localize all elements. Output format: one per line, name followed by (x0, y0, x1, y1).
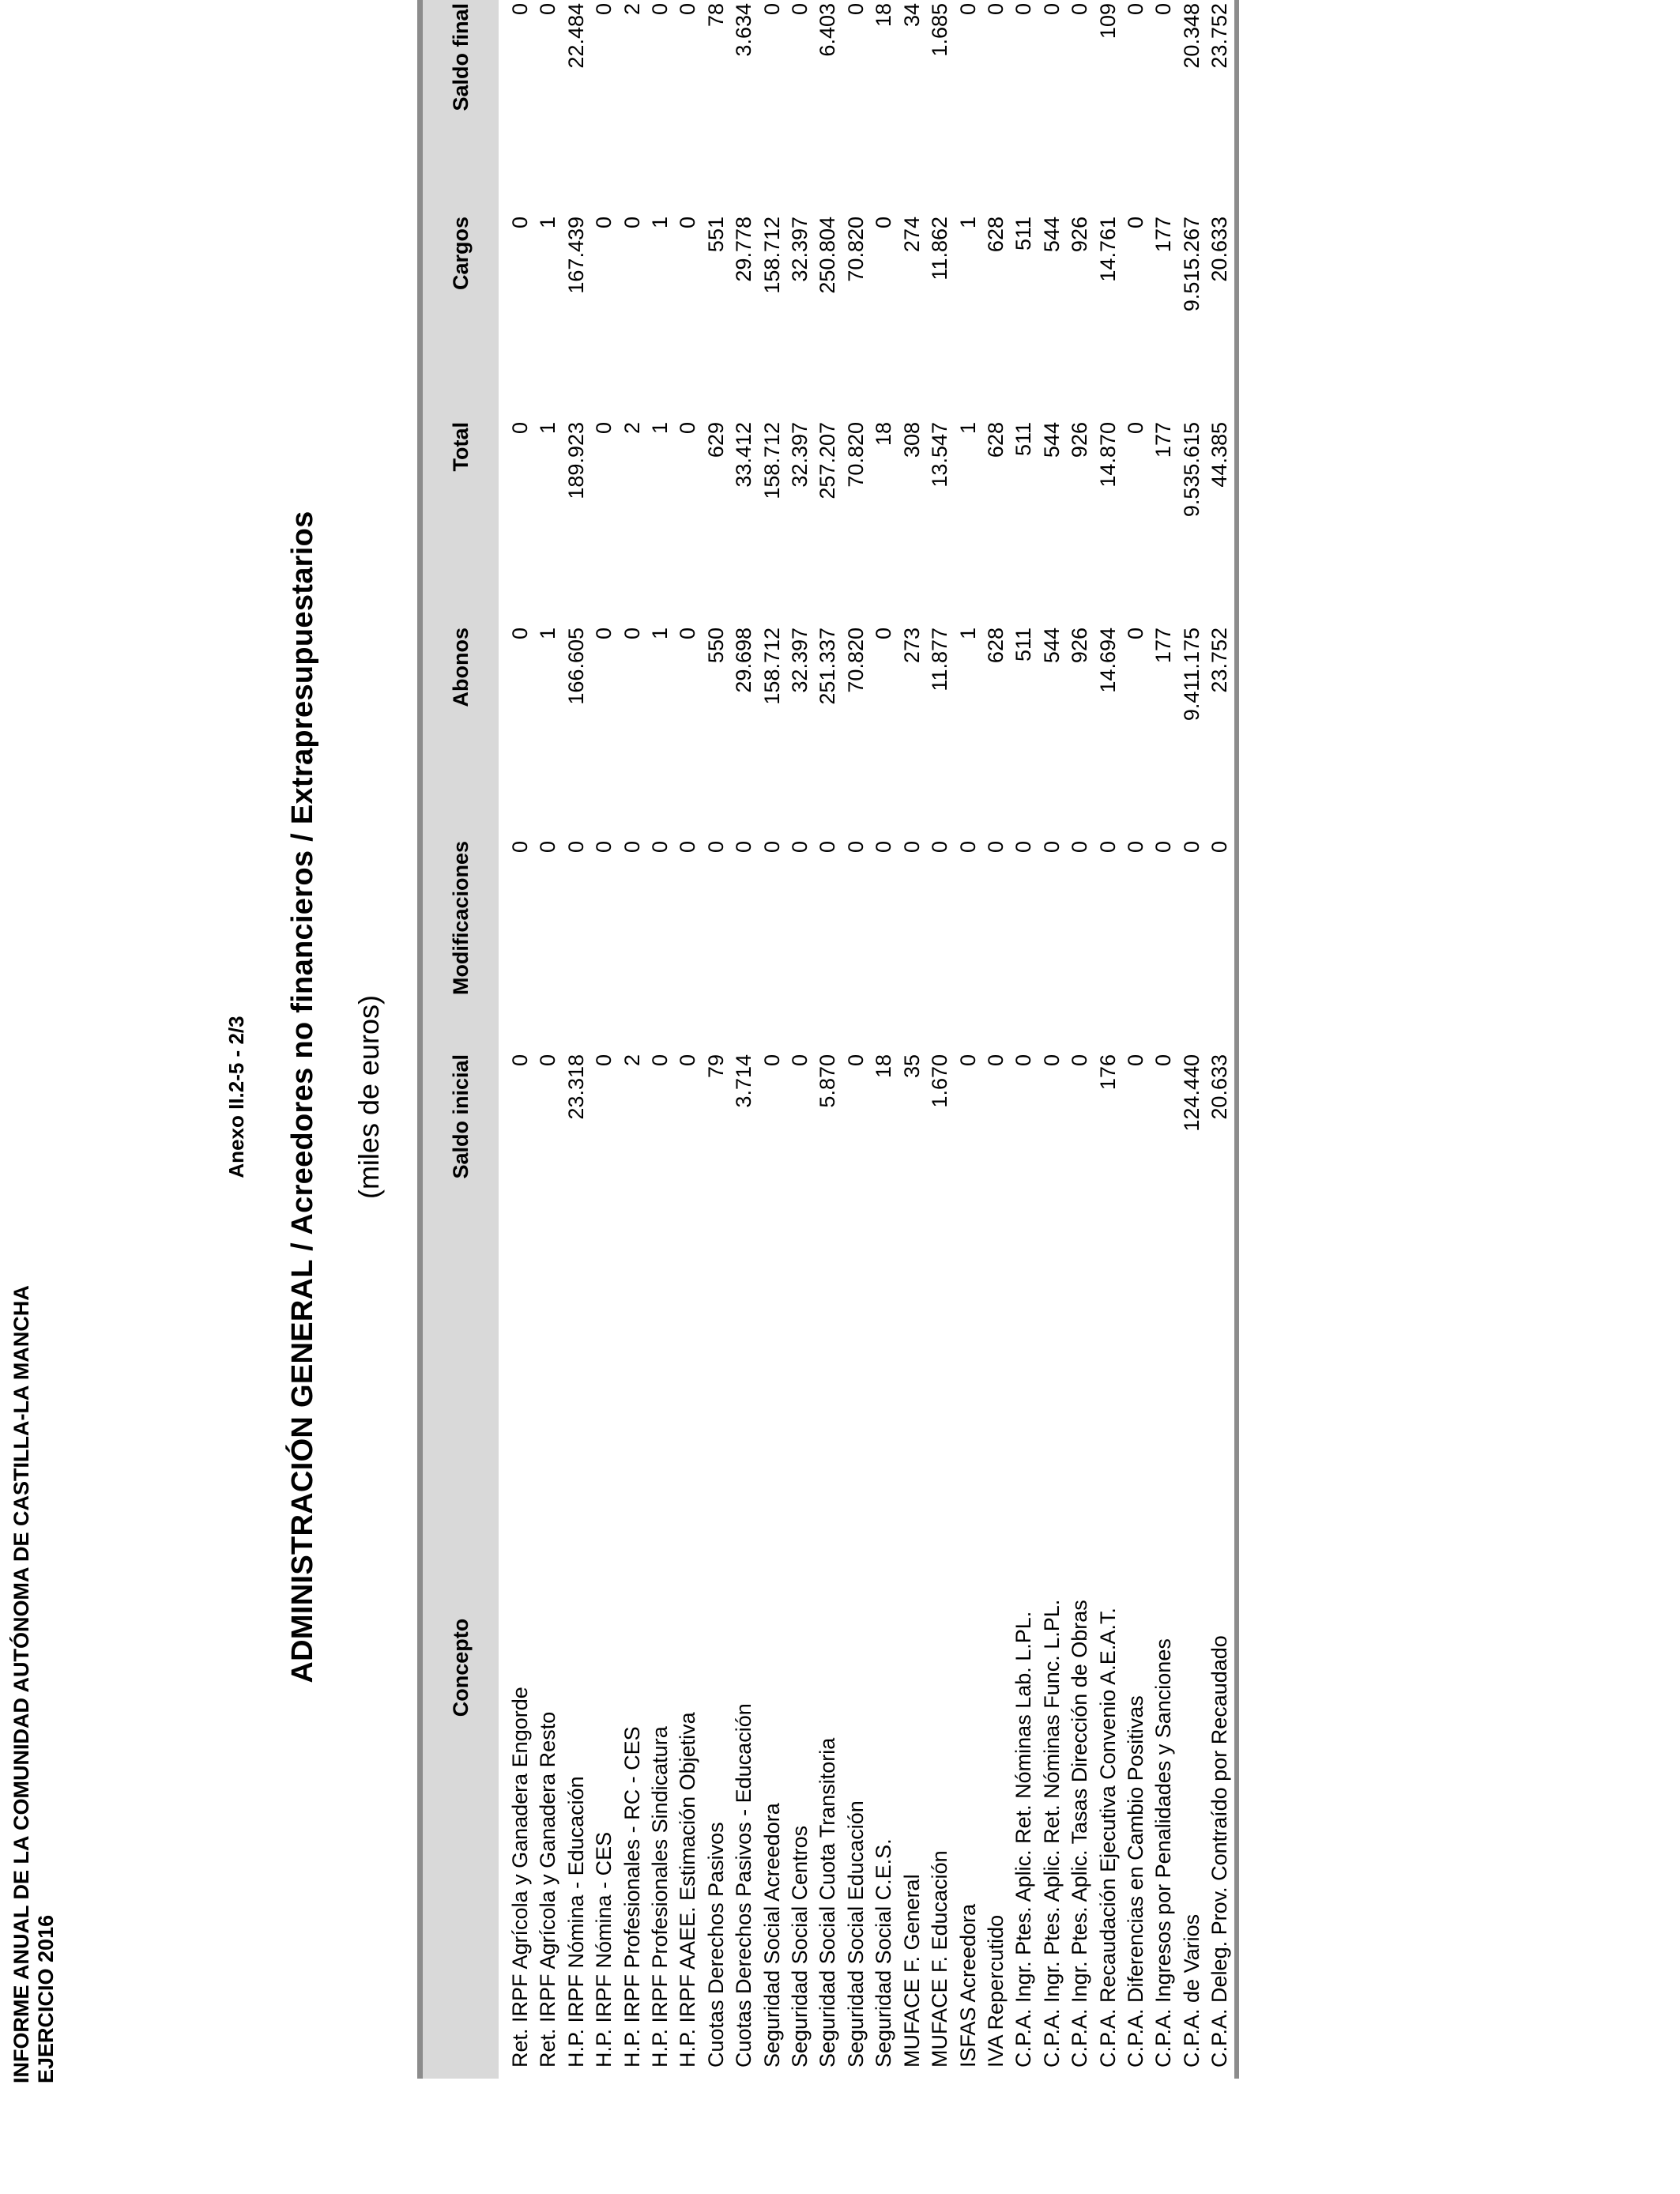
cell-saldo-final: 6.403 (816, 3, 840, 57)
cell-saldo-final: 3.634 (732, 3, 756, 57)
cell-concepto: Seguridad Social Educación (843, 1800, 868, 2068)
cell-abonos: 0 (508, 628, 532, 640)
cell-cargos: 274 (899, 217, 924, 253)
cell-cargos: 511 (1011, 217, 1036, 251)
report-header-year: EJERCICIO 2016 (34, 1914, 58, 2083)
cell-saldo-final: 0 (1123, 3, 1147, 16)
cell-modificaciones: 0 (788, 841, 812, 854)
cell-saldo-inicial: 176 (1095, 1054, 1120, 1091)
cell-concepto: C.P.A. Ingr. Ptes. Aplic. Tasas Dirección de Obras (1068, 1600, 1092, 2068)
cell-modificaciones: 0 (955, 841, 980, 854)
cell-saldo-final: 0 (1068, 3, 1092, 16)
cell-cargos: 1 (536, 217, 560, 229)
cell-cargos: 11.862 (928, 217, 952, 281)
cell-modificaciones: 0 (732, 841, 756, 854)
cell-saldo-inicial: 1.670 (928, 1054, 952, 1108)
cell-saldo-inicial: 0 (1011, 1054, 1036, 1067)
cell-abonos: 926 (1068, 628, 1092, 664)
cell-concepto: C.P.A. Ingr. Ptes. Aplic. Ret. Nóminas Lab. L.PL. (1011, 1611, 1036, 2068)
cell-modificaciones: 0 (536, 841, 560, 854)
cell-saldo-inicial: 0 (983, 1054, 1008, 1067)
table-row (926, 0, 954, 2079)
table-row (1038, 0, 1066, 2079)
cell-saldo-inicial: 0 (788, 1054, 812, 1067)
cell-saldo-inicial: 0 (1151, 1054, 1176, 1067)
cell-saldo-final: 0 (508, 3, 532, 16)
cell-abonos: 0 (620, 628, 644, 640)
cell-saldo-final: 0 (788, 3, 812, 16)
cell-total: 2 (620, 422, 644, 435)
cell-concepto: C.P.A. Diferencias en Cambio Positivas (1123, 1695, 1147, 2068)
cell-modificaciones: 0 (872, 841, 896, 854)
cell-concepto: C.P.A. Recaudación Ejecutiva Convenio A.E.A.T. (1095, 1608, 1120, 2068)
cell-abonos: 23.752 (1207, 628, 1232, 693)
table-row (674, 0, 702, 2079)
table-row (1066, 0, 1094, 2079)
cell-saldo-inicial: 0 (843, 1054, 868, 1067)
cell-modificaciones: 0 (676, 841, 700, 854)
table-header-row (423, 0, 499, 2079)
creditors-table (423, 0, 1234, 2079)
cell-concepto: Cuotas Derechos Pasivos (703, 1822, 728, 2068)
cell-saldo-final: 22.484 (563, 3, 588, 69)
cell-modificaciones: 0 (620, 841, 644, 854)
cell-saldo-final: 0 (955, 3, 980, 16)
cell-concepto: H.P. IRPF Profesionales - RC - CES (620, 1726, 644, 2068)
cell-total: 0 (508, 422, 532, 435)
cell-total: 189.923 (563, 422, 588, 499)
annex-label: Anexo II.2-5 - 2/3 (224, 1016, 248, 1178)
cell-concepto: C.P.A. de Varios (1179, 1913, 1203, 2068)
column-header-saldo-inicial: Saldo inicial (423, 1043, 499, 1257)
cell-concepto: H.P. IRPF Nómina - CES (592, 1831, 616, 2068)
cell-saldo-inicial: 79 (703, 1054, 728, 1079)
cell-total: 1 (955, 422, 980, 435)
table-row (1122, 0, 1150, 2079)
table-row (1094, 0, 1122, 2079)
cell-concepto: C.P.A. Ingr. Ptes. Aplic. Ret. Nóminas Func. L.PL. (1039, 1599, 1064, 2068)
cell-cargos: 70.820 (843, 217, 868, 282)
cell-total: 9.535.615 (1179, 422, 1203, 518)
cell-abonos: 177 (1151, 628, 1176, 664)
cell-concepto: Seguridad Social Cuota Transitoria (816, 1737, 840, 2068)
table-row (1178, 0, 1206, 2079)
cell-modificaciones: 0 (1039, 841, 1064, 854)
cell-cargos: 544 (1039, 217, 1064, 253)
cell-modificaciones: 0 (899, 841, 924, 854)
column-header-cargos: Cargos (423, 205, 499, 411)
cell-cargos: 250.804 (816, 217, 840, 294)
cell-cargos: 1 (648, 217, 672, 229)
table-row (842, 0, 870, 2079)
cell-cargos: 926 (1068, 217, 1092, 253)
cell-concepto: H.P. IRPF AAEE. Estimación Objetiva (676, 1712, 700, 2068)
cell-abonos: 0 (676, 628, 700, 640)
report-header (9, 1285, 58, 2083)
table-row (786, 0, 814, 2079)
cell-saldo-inicial: 0 (508, 1054, 532, 1067)
cell-concepto: IVA Repercutido (983, 1914, 1008, 2068)
cell-saldo-inicial: 2 (620, 1054, 644, 1067)
cell-saldo-final: 23.752 (1207, 3, 1232, 69)
cell-modificaciones: 0 (843, 841, 868, 854)
column-header-total: Total (423, 411, 499, 616)
cell-concepto: C.P.A. Deleg. Prov. Contraído por Recaudado (1207, 1635, 1232, 2068)
cell-saldo-final: 1.685 (928, 3, 952, 57)
cell-total: 308 (899, 422, 924, 458)
cell-saldo-inicial: 18 (872, 1054, 896, 1079)
cell-total: 18 (872, 422, 896, 447)
cell-modificaciones: 0 (648, 841, 672, 854)
table-row (563, 0, 590, 2079)
cell-abonos: 32.397 (788, 628, 812, 693)
cell-saldo-inicial: 0 (955, 1054, 980, 1067)
cell-concepto: Seguridad Social Acreedora (759, 1803, 784, 2068)
cell-saldo-final: 0 (759, 3, 784, 16)
cell-concepto: Seguridad Social C.E.S. (872, 1838, 896, 2068)
cell-cargos: 0 (872, 217, 896, 229)
cell-total: 13.547 (928, 422, 952, 488)
table-row (814, 0, 842, 2079)
cell-saldo-inicial: 23.318 (563, 1054, 588, 1120)
cell-modificaciones: 0 (928, 841, 952, 854)
column-header-concepto: Concepto (423, 1257, 499, 2079)
cell-total: 926 (1068, 422, 1092, 458)
cell-saldo-final: 0 (1151, 3, 1176, 16)
cell-total: 14.870 (1095, 422, 1120, 488)
cell-saldo-inicial: 0 (536, 1054, 560, 1067)
cell-saldo-inicial: 5.870 (816, 1054, 840, 1108)
cell-concepto: C.P.A. Ingresos por Penalidades y Sanciones (1151, 1638, 1176, 2068)
cell-cargos: 628 (983, 217, 1008, 253)
cell-modificaciones: 0 (816, 841, 840, 854)
cell-saldo-final: 0 (1039, 3, 1064, 16)
cell-cargos: 9.515.267 (1179, 217, 1203, 312)
cell-abonos: 0 (592, 628, 616, 640)
table-row (1010, 0, 1038, 2079)
cell-cargos: 551 (703, 217, 728, 253)
cell-saldo-inicial: 0 (1123, 1054, 1147, 1067)
cell-saldo-inicial: 0 (676, 1054, 700, 1067)
cell-abonos: 14.694 (1095, 628, 1120, 693)
table-row (499, 0, 534, 2079)
cell-modificaciones: 0 (1207, 841, 1232, 854)
cell-modificaciones: 0 (563, 841, 588, 854)
table-row (534, 0, 562, 2079)
cell-saldo-final: 0 (536, 3, 560, 16)
cell-modificaciones: 0 (983, 841, 1008, 854)
cell-modificaciones: 0 (592, 841, 616, 854)
report-header-title: INFORME ANUAL DE LA COMUNIDAD AUTÓNOMA DE CASTILLA-LA MANCHA (9, 1285, 33, 2083)
cell-concepto: Ret. IRPF Agrícola y Ganadera Engorde (508, 1687, 532, 2068)
cell-saldo-final: 0 (1011, 3, 1036, 16)
cell-saldo-final: 18 (872, 3, 896, 28)
cell-modificaciones: 0 (1123, 841, 1147, 854)
cell-abonos: 273 (899, 628, 924, 664)
table-row (590, 0, 618, 2079)
cell-total: 32.397 (788, 422, 812, 488)
cell-modificaciones: 0 (1095, 841, 1120, 854)
cell-abonos: 11.877 (928, 628, 952, 692)
cell-total: 158.712 (759, 422, 784, 499)
table-row (1150, 0, 1177, 2079)
cell-cargos: 14.761 (1095, 217, 1120, 282)
cell-total: 70.820 (843, 422, 868, 488)
cell-saldo-inicial: 0 (592, 1054, 616, 1067)
cell-total: 44.385 (1207, 422, 1232, 488)
cell-saldo-final: 20.348 (1179, 3, 1203, 69)
data-table-wrapper (417, 0, 1239, 2079)
cell-modificaciones: 0 (508, 841, 532, 854)
cell-saldo-inicial: 3.714 (732, 1054, 756, 1108)
cell-saldo-inicial: 0 (759, 1054, 784, 1067)
cell-abonos: 0 (872, 628, 896, 640)
cell-total: 1 (648, 422, 672, 435)
cell-cargos: 167.439 (563, 217, 588, 294)
table-row (703, 0, 730, 2079)
cell-concepto: H.P. IRPF Profesionales Sindicatura (648, 1726, 672, 2068)
cell-saldo-inicial: 20.633 (1207, 1054, 1232, 1120)
cell-saldo-inicial: 0 (1068, 1054, 1092, 1067)
cell-saldo-final: 0 (592, 3, 616, 16)
table-row (619, 0, 646, 2079)
cell-cargos: 0 (592, 217, 616, 229)
cell-concepto: H.P. IRPF Nómina - Educación (563, 1776, 588, 2068)
cell-total: 629 (703, 422, 728, 458)
cell-total: 511 (1011, 422, 1036, 457)
cell-cargos: 0 (1123, 217, 1147, 229)
column-header-modificaciones: Modificaciones (423, 830, 499, 1043)
cell-cargos: 1 (955, 217, 980, 229)
table-row (646, 0, 674, 2079)
table-body (499, 0, 1234, 2079)
cell-cargos: 0 (508, 217, 532, 229)
cell-concepto: Cuotas Derechos Pasivos - Educación (732, 1703, 756, 2068)
cell-abonos: 1 (648, 628, 672, 640)
cell-saldo-inicial: 0 (648, 1054, 672, 1067)
units-label: (miles de euros) (352, 994, 385, 1200)
cell-saldo-final: 78 (703, 3, 728, 28)
cell-abonos: 166.605 (563, 628, 588, 705)
cell-modificaciones: 0 (1011, 841, 1036, 854)
cell-saldo-final: 0 (983, 3, 1008, 16)
cell-cargos: 29.778 (732, 217, 756, 282)
cell-modificaciones: 0 (1179, 841, 1203, 854)
cell-concepto: ISFAS Acreedora (955, 1903, 980, 2068)
cell-abonos: 628 (983, 628, 1008, 664)
cell-cargos: 0 (620, 217, 644, 229)
cell-saldo-inicial: 124.440 (1179, 1054, 1203, 1132)
cell-abonos: 29.698 (732, 628, 756, 693)
cell-abonos: 158.712 (759, 628, 784, 705)
cell-abonos: 9.411.175 (1179, 628, 1203, 722)
cell-saldo-inicial: 0 (1039, 1054, 1064, 1067)
cell-cargos: 158.712 (759, 217, 784, 294)
cell-saldo-final: 2 (620, 3, 644, 16)
table-row (870, 0, 898, 2079)
cell-abonos: 1 (955, 628, 980, 640)
cell-modificaciones: 0 (1068, 841, 1092, 854)
cell-cargos: 0 (676, 217, 700, 229)
cell-abonos: 1 (536, 628, 560, 640)
cell-total: 628 (983, 422, 1008, 458)
cell-abonos: 0 (1123, 628, 1147, 640)
cell-total: 0 (1123, 422, 1147, 435)
cell-saldo-final: 109 (1095, 3, 1120, 40)
table-row (982, 0, 1010, 2079)
cell-total: 544 (1039, 422, 1064, 458)
cell-total: 177 (1151, 422, 1176, 458)
cell-cargos: 32.397 (788, 217, 812, 282)
cell-saldo-final: 0 (843, 3, 868, 16)
table-row (759, 0, 786, 2079)
cell-concepto: MUFACE F. General (899, 1874, 924, 2068)
cell-modificaciones: 0 (1151, 841, 1176, 854)
cell-abonos: 544 (1039, 628, 1064, 664)
cell-total: 257.207 (816, 422, 840, 499)
table-row (730, 0, 758, 2079)
cell-total: 0 (592, 422, 616, 435)
page-title: ADMINISTRACIÓN GENERAL / Acreedores no financieros / Extrapresupuestarios (286, 511, 319, 1683)
cell-saldo-final: 0 (648, 3, 672, 16)
cell-abonos: 550 (703, 628, 728, 664)
table-row (1206, 0, 1234, 2079)
cell-modificaciones: 0 (703, 841, 728, 854)
table-row (955, 0, 982, 2079)
cell-saldo-final: 0 (676, 3, 700, 16)
table-row (898, 0, 926, 2079)
cell-concepto: Seguridad Social Centros (788, 1825, 812, 2068)
cell-abonos: 70.820 (843, 628, 868, 693)
cell-cargos: 20.633 (1207, 217, 1232, 282)
cell-abonos: 511 (1011, 628, 1036, 662)
cell-modificaciones: 0 (759, 841, 784, 854)
cell-abonos: 251.337 (816, 628, 840, 705)
column-header-saldo-final: Saldo final (423, 0, 499, 205)
cell-concepto: MUFACE F. Educación (928, 1850, 952, 2068)
cell-saldo-final: 34 (899, 3, 924, 28)
cell-total: 0 (676, 422, 700, 435)
column-header-abonos: Abonos (423, 616, 499, 830)
cell-concepto: Ret. IRPF Agrícola y Ganadera Resto (536, 1711, 560, 2068)
cell-total: 1 (536, 422, 560, 435)
cell-total: 33.412 (732, 422, 756, 488)
cell-cargos: 177 (1151, 217, 1176, 253)
cell-saldo-inicial: 35 (899, 1054, 924, 1079)
